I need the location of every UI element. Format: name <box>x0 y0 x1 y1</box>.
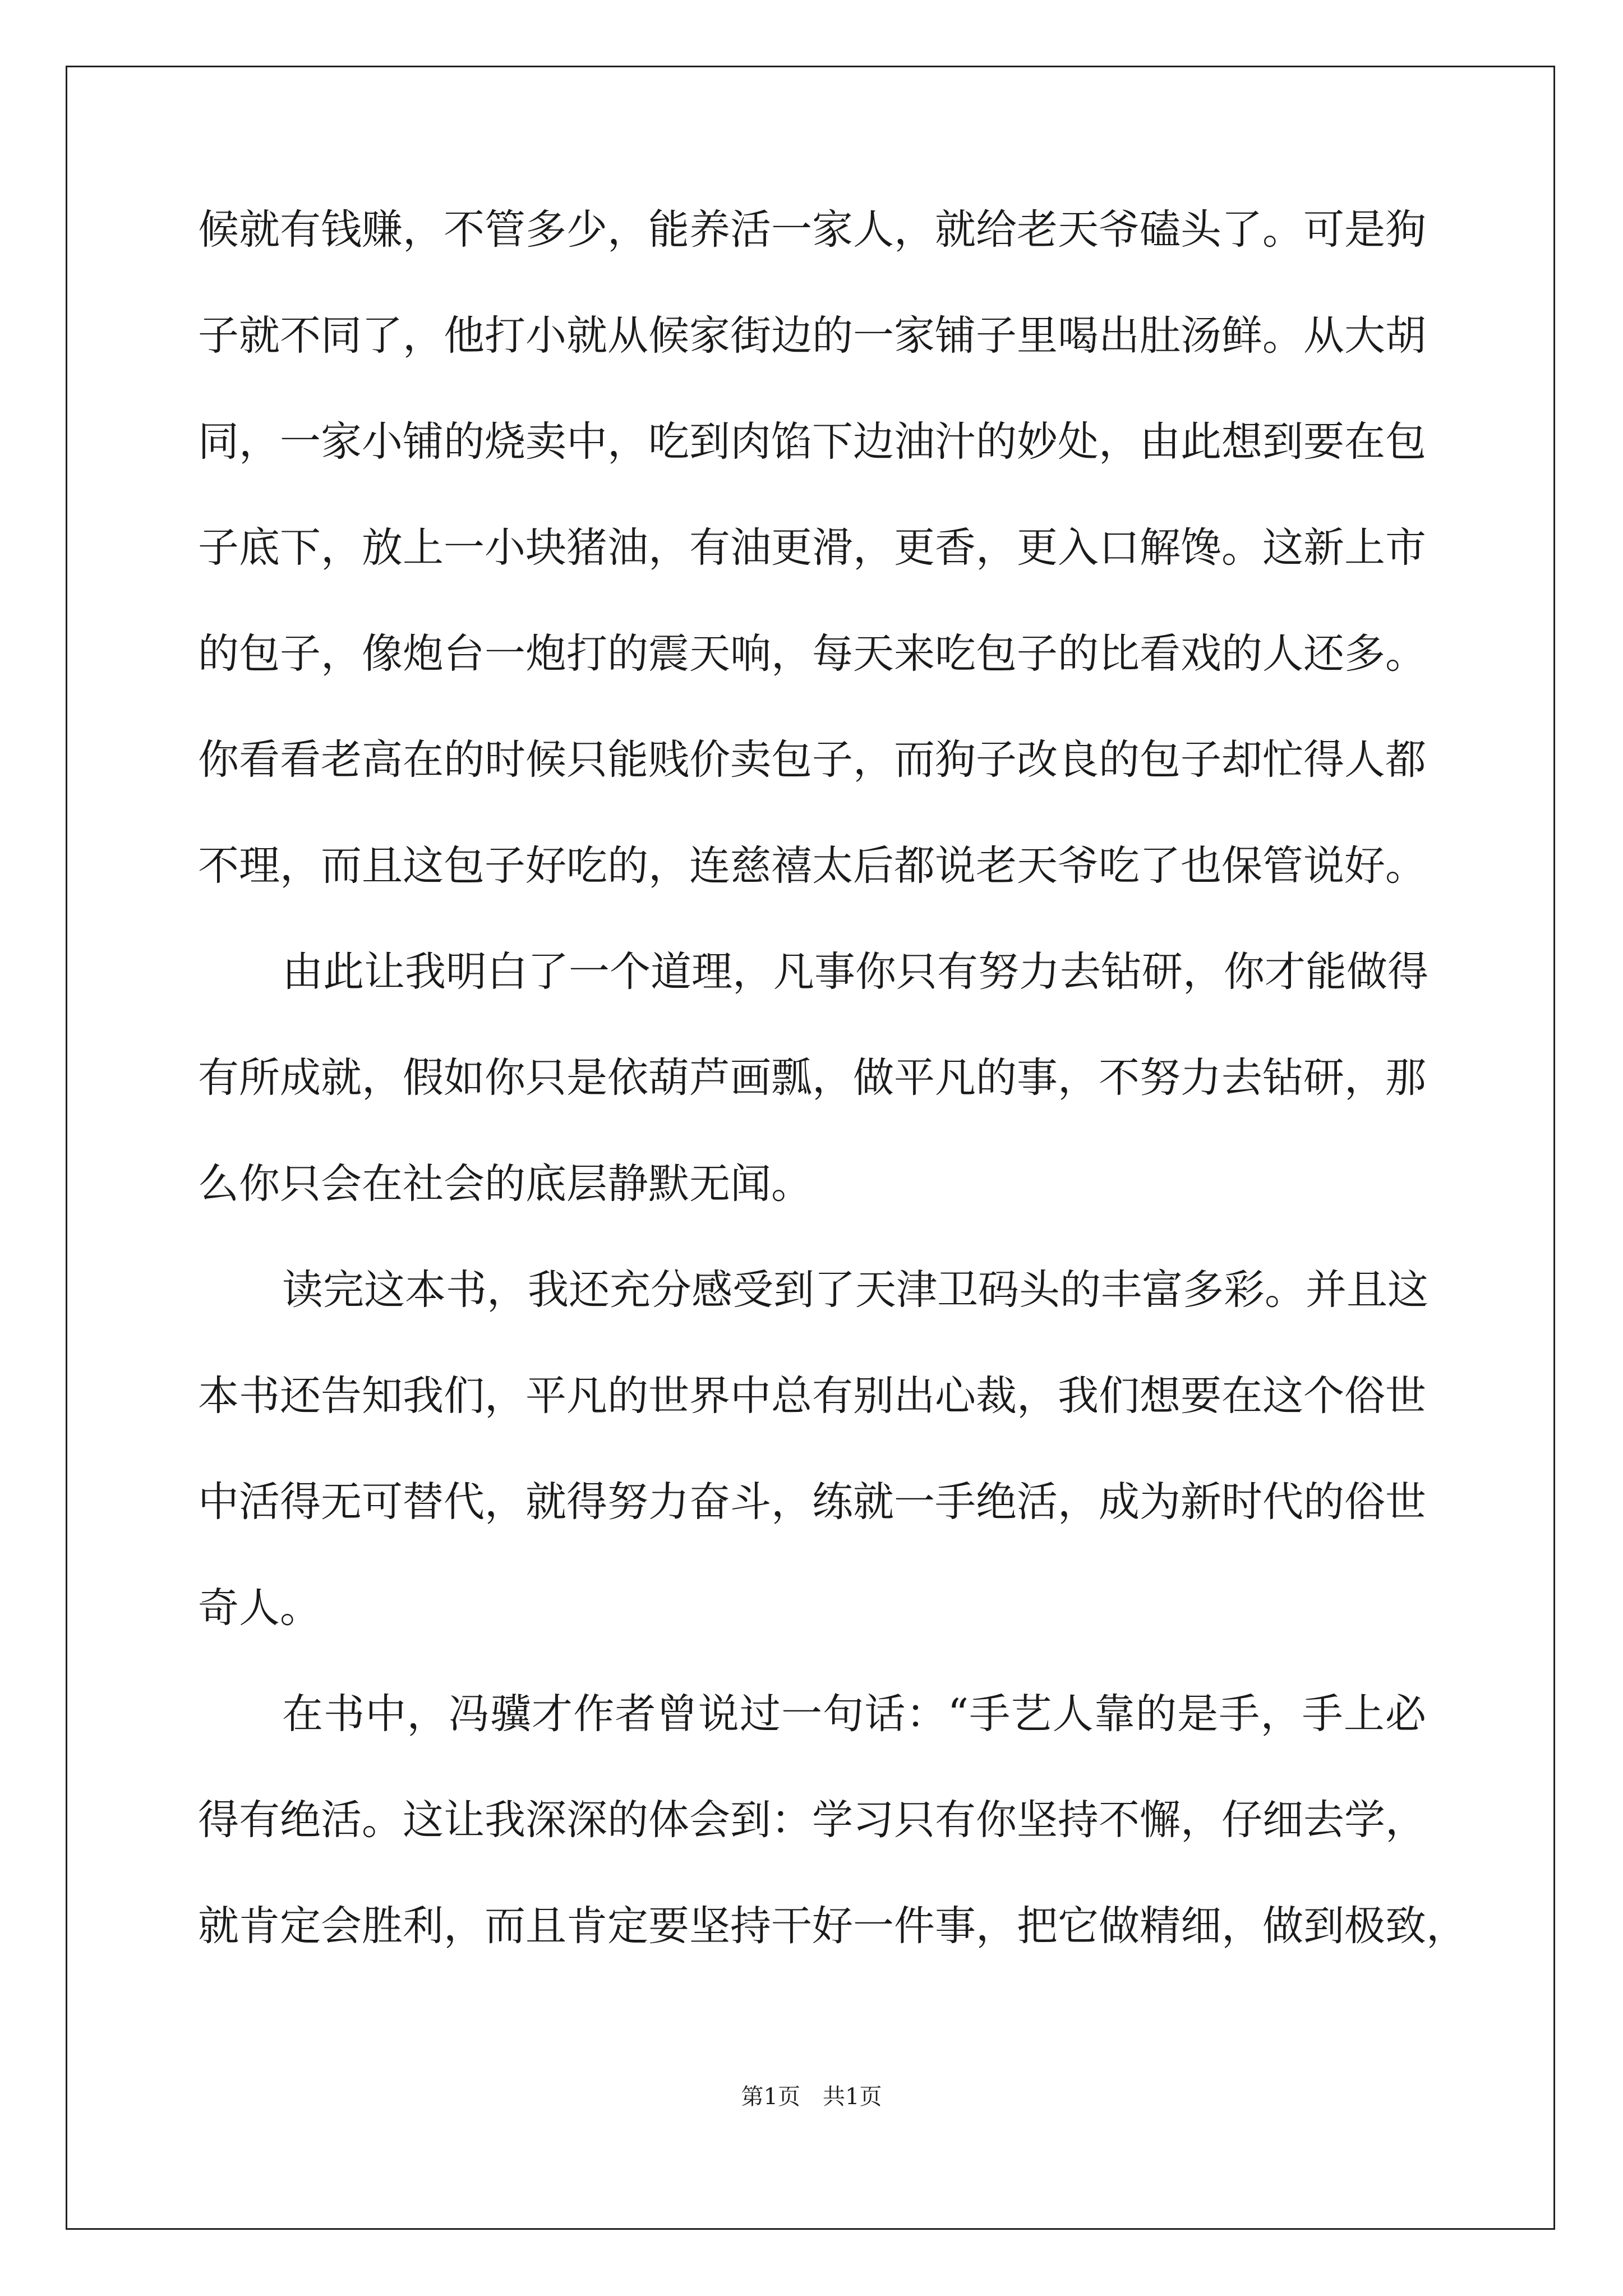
text-line: 有所成就，假如你只是依葫芦画瓢，做平凡的事，不努力去钻研，那 <box>198 1054 1426 1102</box>
text-line: 子就不同了，他打小就从候家街边的一家铺子里喝出肚汤鲜。从大胡 <box>198 312 1426 360</box>
document-body <box>198 206 1467 2010</box>
text-line: 就肯定会胜利，而且肯定要坚持干好一件事，把它做精细，做到极致， <box>198 1902 1467 1950</box>
text-line: 本书还告知我们，平凡的世界中总有别出心裁，我们想要在这个俗世 <box>198 1372 1426 1420</box>
paragraph-first-line: 读完这本书，我还充分感受到了天津卫码头的丰富多彩。并且这 <box>282 1266 1428 1314</box>
text-line: 候就有钱赚，不管多少，能养活一家人，就给老天爷磕头了。可是狗 <box>198 206 1426 254</box>
text-line: 么你只会在社会的底层静默无闻。 <box>198 1160 812 1208</box>
text-line: 同，一家小铺的烧卖中，吃到肉馅下边油汁的妙处，由此想到要在包 <box>198 418 1426 466</box>
paragraph-first-line: 由此让我明白了一个道理，凡事你只有努力去钻研，你才能做得 <box>282 948 1428 996</box>
paragraph-first-line: 在书中，冯骥才作者曾说过一句话：“手艺人靠的是手，手上必 <box>282 1690 1426 1738</box>
text-line: 奇人。 <box>198 1584 321 1632</box>
text-line: 的包子，像炮台一炮打的震天响，每天来吃包子的比看戏的人还多。 <box>198 630 1426 678</box>
text-line: 得有绝活。这让我深深的体会到：学习只有你坚持不懈，仔细去学， <box>198 1796 1426 1844</box>
page-number-footer: 第1页 共1页 <box>741 2084 882 2110</box>
text-line: 中活得无可替代，就得努力奋斗，练就一手绝活，成为新时代的俗世 <box>198 1478 1426 1526</box>
text-line: 子底下，放上一小块猪油，有油更滑，更香，更入口解馋。这新上市 <box>198 524 1426 572</box>
text-line: 你看看老高在的时候只能贱价卖包子，而狗子改良的包子却忙得人都 <box>198 736 1426 784</box>
text-line: 不理，而且这包子好吃的，连慈禧太后都说老天爷吃了也保管说好。 <box>198 842 1426 890</box>
